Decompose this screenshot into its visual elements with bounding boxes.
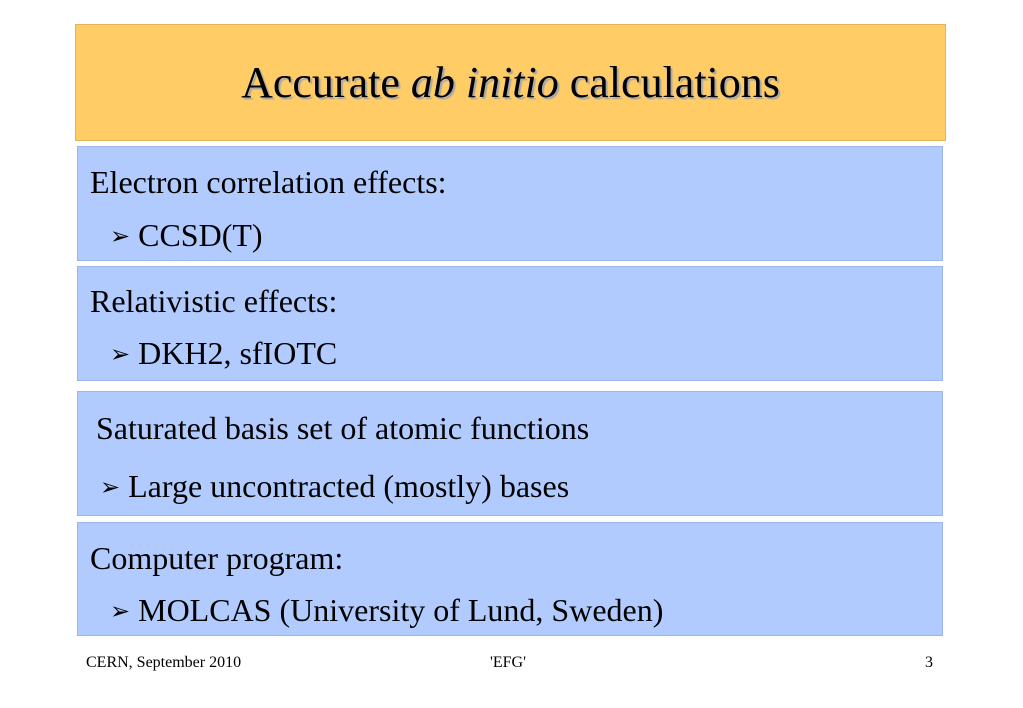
bullet-item xyxy=(110,337,337,369)
block-heading: Computer program: xyxy=(90,540,344,576)
block-basis-set xyxy=(77,391,943,516)
title-banner xyxy=(75,24,946,141)
arrow-bullet-icon: ➢ xyxy=(110,222,131,250)
block-heading: Saturated basis set of atomic functions xyxy=(96,410,590,446)
bullet-item xyxy=(100,470,569,502)
footer-topic: 'EFG' xyxy=(490,654,526,671)
bullet-text: Large uncontracted (mostly) bases xyxy=(128,468,570,504)
arrow-bullet-icon: ➢ xyxy=(110,340,131,368)
arrow-bullet-icon: ➢ xyxy=(110,597,131,625)
block-heading: Electron correlation effects: xyxy=(90,164,447,200)
footer-page-number: 3 xyxy=(925,654,933,671)
block-computer-program xyxy=(77,522,943,636)
bullet-text: DKH2, sfIOTC xyxy=(138,335,338,371)
slide-title xyxy=(241,57,780,107)
block-heading: Relativistic effects: xyxy=(90,283,338,319)
bullet-item xyxy=(110,219,263,251)
bullet-text: MOLCAS (University of Lund, Sweden) xyxy=(138,592,664,628)
footer-event-date: CERN, September 2010 xyxy=(86,654,242,671)
bullet-text: CCSD(T) xyxy=(138,217,263,253)
block-relativistic xyxy=(77,266,943,381)
arrow-bullet-icon: ➢ xyxy=(100,473,121,501)
title-part-1: Accurate xyxy=(241,57,411,107)
bullet-item xyxy=(110,594,663,626)
title-part-3: calculations xyxy=(558,57,780,107)
title-part-italic: ab initio xyxy=(410,57,559,107)
block-electron-correlation xyxy=(77,146,943,261)
